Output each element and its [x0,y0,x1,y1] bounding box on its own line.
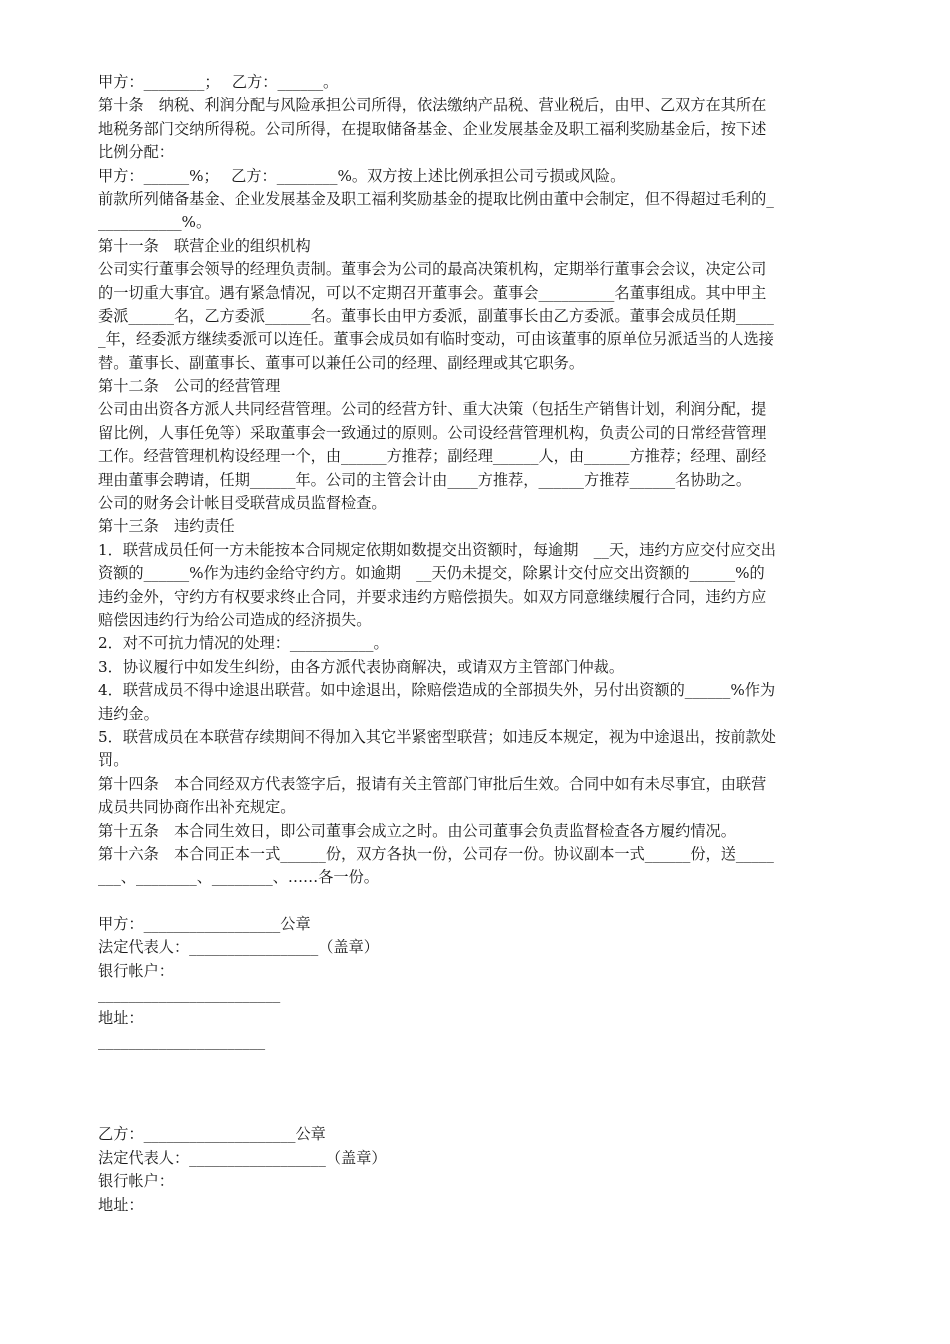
text-line: 第十五条 本合同生效日，即公司董事会成立之时。由公司董事会负责监督检查各方履约情况。 [98,821,736,840]
text-line: 1．联营成员任何一方未能按本合同规定依期如数提交出资额时，每逾期 __天，违约方应交付应交出 [98,540,776,559]
text-line: 成员共同协商作出补充规定。 [98,798,296,817]
section-heading: 第十一条 联营企业的组织机构 [98,236,311,255]
text-line: 替。董事长、副董事长、董事可以兼任公司的经理、副经理或其它职务。 [98,353,584,372]
text-line: 比例分配： [98,143,174,162]
text-line: 资额的______%作为违约金给守约方。如逾期 __天仍未提交，除累计交付应交出资额的______%的 [98,564,765,583]
text-line: 2．对不可抗力情况的处理：___________。 [98,634,389,653]
text-line: 5．联营成员在本联营存续期间不得加入其它半紧密型联营；如违反本规定，视为中途退出，按前款处 [98,727,776,746]
text-line: ___________%。 [98,213,212,232]
text-line: 甲方：______%； 乙方：________%。双方按上述比例承担公司亏损或风险。 [98,166,626,185]
document-page [98,71,854,1217]
party-a-bank-account-label: 银行帐户： [98,961,174,980]
party-a-name: 甲方：__________________公章 [98,915,311,934]
text-line: 第十六条 本合同正本一式______份，双方各执一份，公司存一份。协议副本一式______份，送_____ [98,844,774,863]
party-a-address-label: 地址： [98,1008,144,1027]
text-line: 地税务部门交纳所得税。公司所得，在提取储备基金、企业发展基金及职工福利奖励基金后，按下述 [98,119,767,138]
party-a-signature-block [98,913,854,1053]
spacer [98,1053,854,1123]
section-heading: 第十三条 违约责任 [98,517,235,536]
party-b-address-label: 地址： [98,1195,144,1214]
text-line: 理由董事会聘请，任期______年。公司的主管会计由____方推荐，______方推荐______名协助之。 [98,470,752,489]
section-heading: 第十二条 公司的经营管理 [98,377,281,396]
text-line: 赔偿因违约行为给公司造成的经济损失。 [98,610,372,629]
text-line: _年，经委派方继续委派可以连任。董事会成员如有临时变动，可由该董事的原单位另派适当的人选接 [98,330,774,349]
text-line: 违约金外，守约方有权要求终止合同，并要求违约方赔偿损失。如双方同意继续履行合同，违约方应 [98,587,767,606]
text-line: 违约金。 [98,704,159,723]
party-b-bank-account-label: 银行帐户： [98,1172,174,1191]
text-line: 第十条 纳税、利润分配与风险承担公司所得，依法缴纳产品税、营业税后，由甲、乙双方在其所在 [98,96,767,115]
party-a-address-blank: ______________________ [98,1032,266,1051]
text-line: 公司实行董事会领导的经理负责制。董事会为公司的最高决策机构，定期举行董事会会议，决定公司 [98,260,767,279]
text-line: 前款所列储备基金、企业发展基金及职工福利奖励基金的提取比例由董中会制定，但不得超过毛利的_ [98,189,774,208]
text-line: 4．联营成员不得中途退出联营。如中途退出，除赔偿造成的全部损失外，另付出资额的______%作为 [98,681,776,700]
contract-body [98,71,854,890]
party-a-bank-account-blank: ________________________ [98,985,281,1004]
text-line: 留比例，人事任免等）采取董事会一致通过的原则。公司设经营管理机构，负责公司的日常经营管理 [98,423,767,442]
text-line: 3．协议履行中如发生纠纷，由各方派代表协商解决，或请双方主管部门仲裁。 [98,657,625,676]
text-line: ___、________、________、……各一份。 [98,868,379,887]
text-line: 罚。 [98,751,129,770]
text-line: 公司由出资各方派人共同经营管理。公司的经营方针、重大决策（包括生产销售计划，利润分配，提 [98,400,767,419]
party-b-representative: 法定代表人：__________________（盖章） [98,1148,387,1167]
text-line: 的一切重大事宜。遇有紧急情况，可以不定期召开董事会。董事会__________名董事组成。其中甲主 [98,283,767,302]
party-b-signature-block [98,1123,854,1217]
text-line: 甲方：________； 乙方：______。 [98,73,339,91]
text-line: 公司的财务会计帐目受联营成员监督检查。 [98,494,387,513]
spacer [98,890,854,913]
text-line: 工作。经营管理机构设经理一个，由______方推荐；副经理______人，由______方推荐；经理、副经 [98,447,767,466]
party-a-representative: 法定代表人：_________________（盖章） [98,938,379,957]
text-line: 第十四条 本合同经双方代表签字后，报请有关主管部门审批后生效。合同中如有未尽事宜，由联营 [98,774,767,793]
party-b-name: 乙方：____________________公章 [98,1125,326,1144]
text-line: 委派______名，乙方委派______名。董事长由甲方委派，副董事长由乙方委派。董事会成员任期_____ [98,306,774,325]
